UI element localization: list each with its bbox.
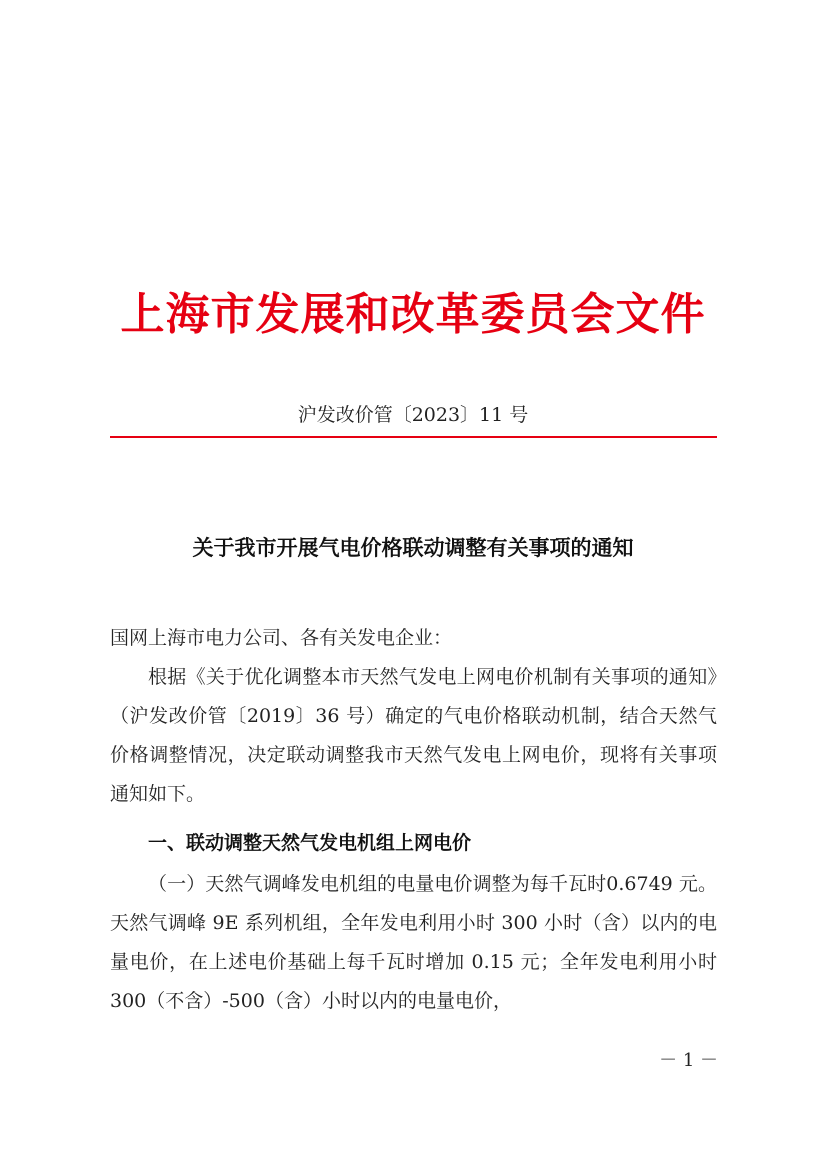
document-number: 沪发改价管〔2023〕11 号: [297, 404, 529, 426]
salutation: 国网上海市电力公司、各有关发电企业：: [110, 627, 453, 649]
paragraph-intro: 根据《关于优化调整本市天然气发电上网电价机制有关事项的通知》（沪发改价管〔2019〕36 号）确定的气电价格联动机制，结合天然气价格调整情况，决定联动调整我市天然气发电上网电价，现将有关事项通知如下。: [110, 666, 717, 805]
section-heading-1: 一、联动调整天然气发电机组上网电价: [148, 832, 472, 854]
paragraph-section1-item1: （一）天然气调峰发电机组的电量电价调整为每千瓦时0.6749 元。天然气调峰 9E 系列机组，全年发电利用小时 300 小时（含）以内的电量电价，在上述电价基础上每千瓦时增加 0.15 元；全年发电利用小时 300（不含）-500（含）小时以内的电量电价，: [110, 873, 717, 1012]
red-divider-line: [110, 436, 717, 438]
document-issuer-header: 上海市发展和改革委员会文件: [120, 289, 706, 340]
notice-title: 关于我市开展气电价格联动调整有关事项的通知: [192, 535, 634, 560]
page-number: － 1 －: [659, 1050, 718, 1071]
